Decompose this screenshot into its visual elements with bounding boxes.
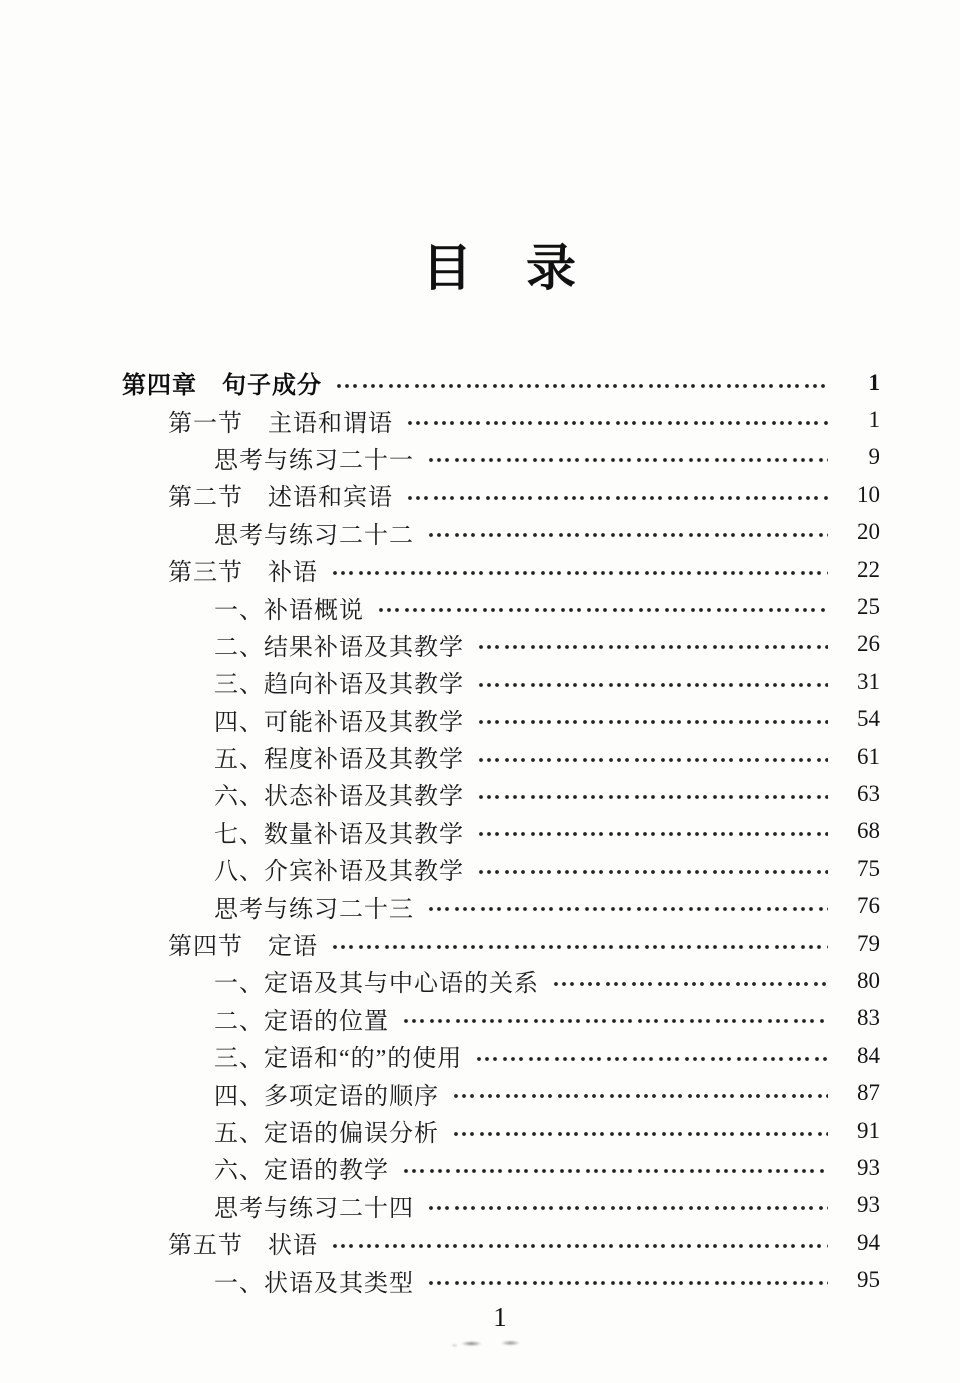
toc-leader-dots (428, 904, 828, 914)
toc-leader-dots (478, 755, 828, 765)
toc-entry-label: 七、数量补语及其教学 (214, 821, 464, 848)
toc-entry-label: 六、状态补语及其教学 (214, 784, 464, 811)
toc-leader-dots (428, 1278, 828, 1288)
toc-entry-page: 79 (857, 930, 880, 956)
toc-entry (122, 551, 880, 588)
toc-entry-page: 84 (857, 1042, 880, 1068)
toc-entry-page: 93 (857, 1192, 880, 1218)
toc-entry (122, 401, 880, 438)
toc-leader-dots (453, 1129, 828, 1139)
toc-entry-label: 第二节 述语和宾语 (168, 485, 393, 512)
toc-entry-page: 93 (857, 1154, 880, 1180)
toc-entry-page: 10 (857, 481, 880, 507)
page-title: 目 录 (422, 239, 578, 297)
toc-entry-label: 四、可能补语及其教学 (214, 709, 464, 736)
toc-entry (122, 925, 880, 962)
toc-leader-dots (478, 829, 828, 839)
toc-entry-label: 五、定语的偏误分析 (214, 1121, 439, 1147)
toc-leader-dots (332, 942, 828, 952)
footer-page-number: 1 (493, 1302, 507, 1332)
toc-entry-page: 68 (857, 818, 880, 844)
toc-leader-dots (407, 493, 828, 503)
toc-entry-page: 1 (868, 407, 880, 433)
footer-ink-smudge (452, 1337, 530, 1349)
toc-entry (122, 1187, 880, 1224)
toc-entry-label: 第四章 句子成分 (122, 371, 322, 400)
toc-entry-page: 76 (857, 893, 880, 919)
toc-entry-label: 二、定语的位置 (214, 1008, 389, 1035)
toc-entry (122, 1261, 880, 1298)
toc-leader-dots (476, 1054, 828, 1064)
toc-entry-page: 63 (857, 780, 880, 806)
toc-entry-label: 思考与练习二十二 (214, 522, 414, 549)
toc-entry-page: 31 (857, 668, 880, 694)
toc-entry-page: 1 (868, 369, 880, 395)
toc-entry (122, 588, 880, 625)
toc-entry (122, 364, 880, 401)
toc-entry (122, 663, 880, 700)
toc-entry (122, 850, 880, 887)
toc-leader-dots (478, 867, 828, 877)
toc-entry (122, 887, 880, 924)
toc-leader-dots (428, 530, 828, 540)
toc-entry-page: 61 (857, 743, 880, 769)
toc-entry (122, 813, 880, 850)
toc-leader-dots (378, 605, 828, 615)
toc-entry-page: 95 (857, 1267, 880, 1293)
toc-entry (122, 476, 880, 513)
toc-leader-dots (332, 568, 828, 578)
toc-entry (122, 1074, 880, 1111)
toc-list (122, 364, 880, 1299)
toc-leader-dots (478, 717, 828, 727)
toc-entry-page: 87 (857, 1080, 880, 1106)
toc-entry-label: 六、定语的教学 (214, 1158, 389, 1185)
toc-entry-page: 54 (857, 706, 880, 732)
toc-entry-label: 思考与练习二十四 (214, 1195, 414, 1222)
toc-leader-dots (478, 792, 828, 802)
toc-entry (122, 1000, 880, 1037)
toc-entry (122, 701, 880, 738)
toc-entry-label: 一、定语及其与中心语的关系 (214, 971, 539, 998)
toc-entry (122, 1224, 880, 1261)
toc-entry-label: 三、定语和“的”的使用 (214, 1046, 463, 1073)
toc-entry-label: 第四节 定语 (168, 934, 318, 961)
toc-entry-page: 91 (857, 1117, 880, 1143)
toc-entry (122, 439, 880, 476)
toc-leader-dots (407, 418, 828, 428)
toc-leader-dots (336, 381, 828, 391)
toc-entry (122, 626, 880, 663)
toc-entry (122, 514, 880, 551)
toc-leader-dots (553, 979, 828, 989)
toc-entry-page: 80 (857, 967, 880, 993)
toc-leader-dots (453, 1091, 828, 1101)
toc-entry (122, 1037, 880, 1074)
toc-entry-label: 八、介宾补语及其教学 (214, 859, 464, 886)
toc-leader-dots (403, 1166, 828, 1176)
toc-entry-page: 26 (857, 631, 880, 657)
toc-entry-label: 二、结果补语及其教学 (214, 634, 464, 661)
toc-entry-label: 四、多项定语的顺序 (214, 1083, 439, 1110)
toc-entry (122, 775, 880, 812)
toc-entry-page: 75 (857, 855, 880, 881)
toc-entry (122, 1149, 880, 1186)
toc-entry-page: 22 (857, 556, 880, 582)
toc-leader-dots (332, 1241, 828, 1251)
toc-leader-dots (428, 1203, 828, 1213)
toc-entry-label: 第一节 主语和谓语 (168, 410, 393, 437)
toc-entry (122, 962, 880, 999)
toc-entry-label: 三、趋向补语及其教学 (214, 672, 464, 699)
toc-entry-page: 20 (857, 519, 880, 545)
toc-entry-label: 第三节 补语 (168, 560, 318, 587)
toc-entry-label: 一、状语及其类型 (214, 1270, 414, 1297)
toc-entry-label: 第五节 状语 (168, 1233, 318, 1260)
toc-entry-label: 思考与练习二十三 (214, 896, 414, 923)
toc-entry-label: 一、补语概说 (214, 597, 364, 624)
toc-entry-page: 83 (857, 1005, 880, 1031)
toc-leader-dots (478, 642, 828, 652)
toc-entry-label: 思考与练习二十一 (214, 447, 414, 474)
toc-leader-dots (428, 455, 828, 465)
toc-entry (122, 1112, 880, 1149)
toc-entry (122, 738, 880, 775)
toc-entry-page: 94 (857, 1229, 880, 1255)
toc-entry-page: 25 (857, 594, 880, 620)
toc-leader-dots (403, 1016, 828, 1026)
toc-entry-label: 五、程度补语及其教学 (214, 747, 464, 774)
toc-entry-page: 9 (868, 444, 880, 470)
toc-leader-dots (478, 680, 828, 690)
